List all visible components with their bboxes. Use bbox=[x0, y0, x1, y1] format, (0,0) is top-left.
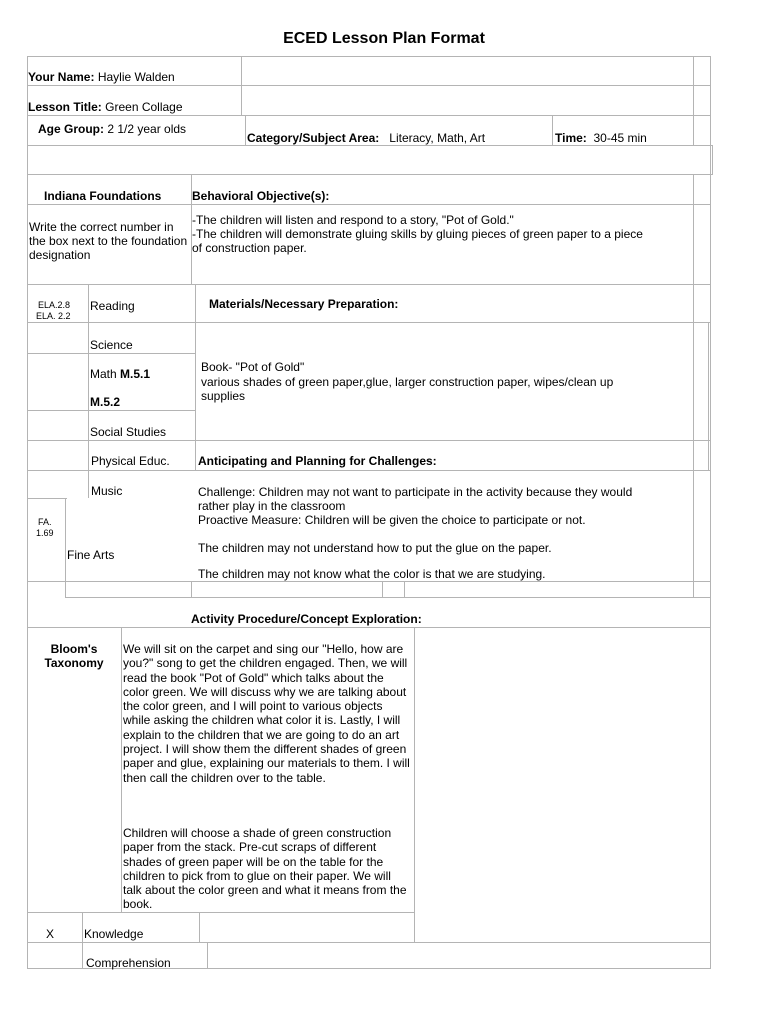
time-value: 30-45 min bbox=[593, 131, 647, 145]
foundation-music: Music bbox=[91, 484, 123, 498]
materials-line-2: various shades of green paper,glue, larger construction paper, wipes/clean up bbox=[201, 375, 614, 389]
bloom-heading-2: Taxonomy bbox=[44, 656, 104, 670]
foundations-instructions: Write the correct number in the box next to the foundation designation bbox=[29, 220, 188, 262]
fine-arts-code-2: 1.69 bbox=[36, 528, 54, 538]
foundation-math bbox=[90, 367, 150, 381]
name-row bbox=[28, 70, 175, 84]
reading-code-1: ELA.2.8 bbox=[38, 300, 71, 310]
math-code-2: M.5.2 bbox=[90, 395, 121, 409]
objective-line-3: of construction paper. bbox=[192, 241, 307, 255]
materials-heading: Materials/Necessary Preparation: bbox=[209, 297, 399, 311]
lesson-title-row bbox=[28, 100, 183, 114]
age-group-label: Age Group: bbox=[38, 122, 104, 136]
foundation-social-studies: Social Studies bbox=[90, 425, 167, 439]
procedure-paragraph-1: We will sit on the carpet and sing our "Hello, how are you?" song to get the children engaged. Then, we will read the book "Pot of Gold" which talks about the color green. We will discuss why we are talking about the color green, and I will point to various objects while asking the children what color it is. Lastly, I will explain to the children that we are going to do an art project. I will show them the different shades of green paper and glue, explaining our materials to them. I will then call the children over to the table. bbox=[123, 642, 410, 785]
time-row bbox=[555, 131, 647, 145]
bloom-heading-1: Bloom's bbox=[50, 642, 98, 656]
challenge-line-4: The children may not understand how to put the glue on the paper. bbox=[198, 541, 552, 555]
procedure-paragraph-2: Children will choose a shade of green construction paper from the stack. Pre-cut scraps of different shades of green paper will be on the table for the children to pick from to glue on their paper. We will talk about the color green and what it means from the book. bbox=[123, 826, 407, 912]
challenge-line-2: rather play in the classroom bbox=[198, 499, 346, 513]
math-code-1: M.5.1 bbox=[120, 367, 151, 381]
age-group-row bbox=[38, 122, 186, 136]
name-label: Your Name: bbox=[28, 70, 95, 84]
foundation-science: Science bbox=[90, 338, 133, 352]
bloom-knowledge: Knowledge bbox=[84, 927, 144, 941]
age-group-value: 2 1/2 year olds bbox=[107, 122, 187, 136]
challenges-heading: Anticipating and Planning for Challenges: bbox=[198, 454, 437, 468]
knowledge-mark: X bbox=[46, 927, 55, 941]
foundation-reading: Reading bbox=[90, 299, 135, 313]
materials-line-1: Book- "Pot of Gold" bbox=[201, 360, 305, 374]
challenge-line-5: The children may not know what the color is that we are studying. bbox=[198, 567, 546, 581]
materials-line-3: supplies bbox=[201, 389, 246, 403]
page-title: ECED Lesson Plan Format bbox=[283, 30, 485, 47]
foundation-physical-educ: Physical Educ. bbox=[91, 454, 170, 468]
challenge-line-3: Proactive Measure: Children will be given the choice to participate or not. bbox=[198, 513, 586, 527]
objective-line-1: -The children will listen and respond to a story, "Pot of Gold." bbox=[192, 213, 514, 227]
bloom-comprehension: Comprehension bbox=[86, 956, 171, 970]
fine-arts-code-1: FA. bbox=[38, 517, 52, 527]
math-label: Math bbox=[90, 367, 117, 381]
time-label: Time: bbox=[555, 131, 587, 145]
objectives-heading: Behavioral Objective(s): bbox=[192, 189, 330, 203]
reading-code-2: ELA. 2.2 bbox=[36, 311, 71, 321]
foundation-fine-arts: Fine Arts bbox=[67, 548, 115, 562]
procedure-heading: Activity Procedure/Concept Exploration: bbox=[191, 612, 422, 626]
objective-line-2: -The children will demonstrate gluing skills by gluing pieces of green paper to a piece bbox=[192, 227, 643, 241]
name-value: Haylie Walden bbox=[97, 70, 175, 84]
lesson-title-label: Lesson Title: bbox=[28, 100, 102, 114]
category-value: Literacy, Math, Art bbox=[389, 131, 486, 145]
foundations-heading: Indiana Foundations bbox=[44, 189, 162, 203]
challenge-line-1: Challenge: Children may not want to participate in the activity because they would bbox=[198, 485, 633, 499]
category-label: Category/Subject Area: bbox=[247, 131, 380, 145]
category-row bbox=[247, 131, 485, 145]
lesson-title-value: Green Collage bbox=[105, 100, 183, 114]
